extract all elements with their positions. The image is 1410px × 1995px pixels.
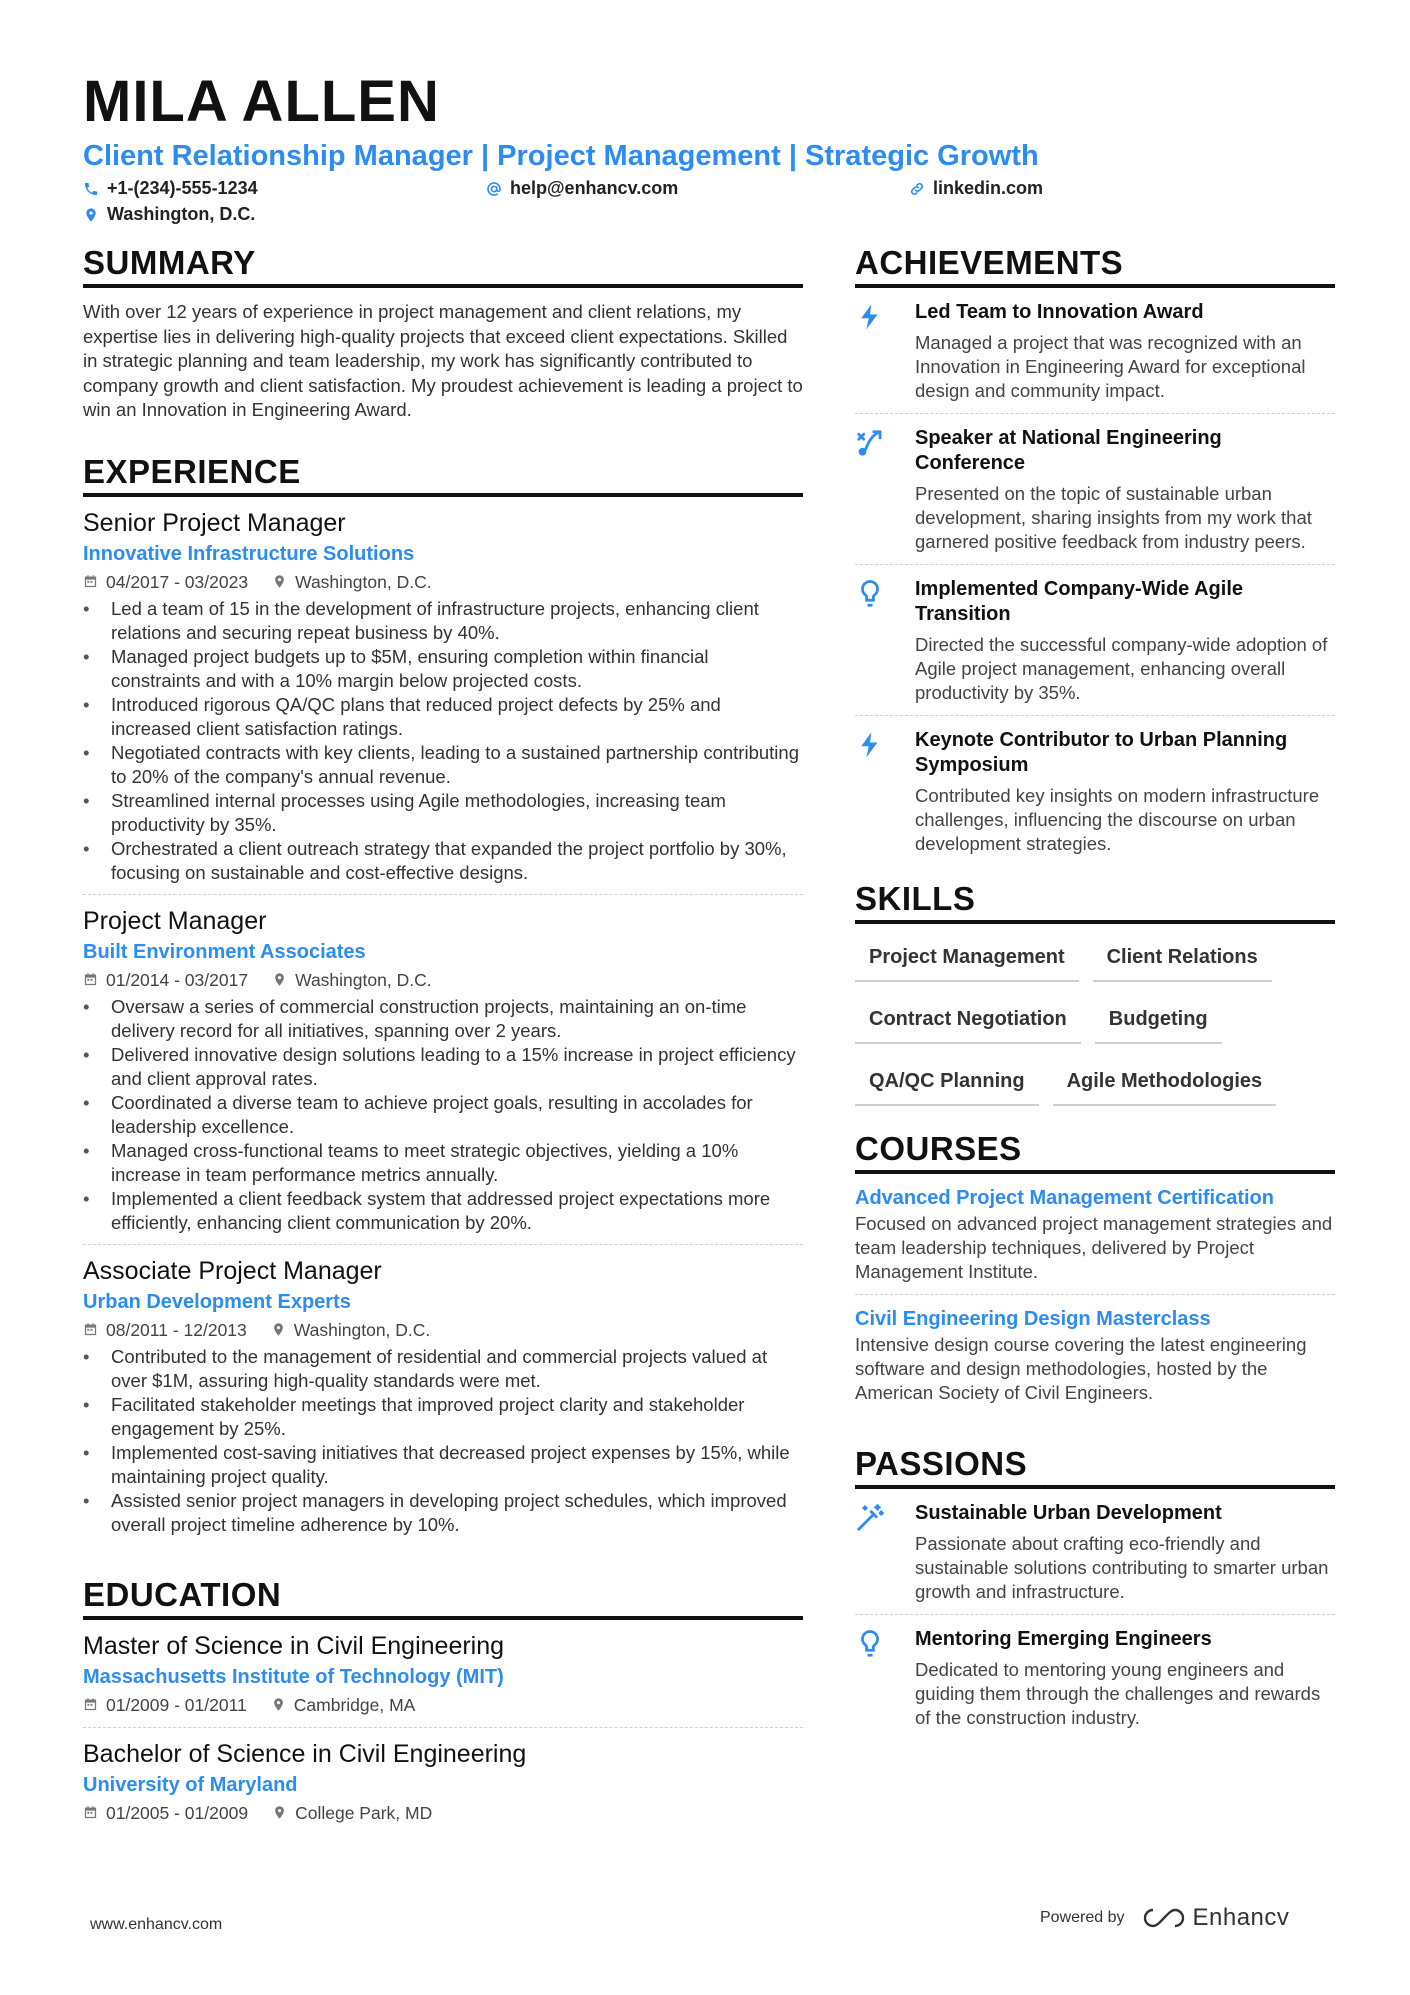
calendar-icon [83,1322,98,1337]
at-icon [486,181,502,197]
degree-title: Master of Science in Civil Engineering [83,1631,505,1660]
achievement-title: Speaker at National Engineering Conference [915,427,1222,474]
strategy-icon [855,428,885,458]
bullet-item: • Introduced rigorous QA/QC plans that reduced project defects by 25% and increased client satisfaction ratings. [83,693,803,741]
bullet-item: • Negotiated contracts with key clients, leading to a sustained partnership contributing to 20% of the company's annual revenue. [83,741,803,789]
location-pin-icon [83,207,99,223]
course-item [855,1295,1335,1415]
dates-text: 01/2005 - 01/2009 [106,1802,249,1823]
degree-title: Bachelor of Science in Civil Engineering [83,1739,527,1768]
location-text: Washington, D.C. [295,571,432,592]
achievement-desc: Managed a project that was recognized with an Innovation in Engineering Award for exceptional design and community impact. [915,332,1306,401]
job-dates [83,1317,247,1343]
passion-icon-wrap [855,1501,895,1604]
achievement-item [855,716,1335,866]
brand-name: Enhancv [1192,1904,1290,1931]
location-pin-icon [271,1322,286,1337]
lightbulb-icon [855,579,885,609]
candidate-name: MILA ALLEN [83,69,440,134]
achievement-desc: Contributed key insights on modern infrastructure challenges, influencing the discourse on urban development strategies. [915,785,1320,854]
passion-item [855,1615,1335,1740]
location-pin-icon [271,1697,286,1712]
passions-section [855,1445,1335,1740]
achievements-heading: ACHIEVEMENTS [855,244,1335,288]
company-name: Built Environment Associates [83,940,366,963]
bullet-item: • Contributed to the management of residential and commercial projects valued at over $1M, assuring high-quality standards were met. [83,1345,803,1393]
achievement-desc: Directed the successful company-wide adoption of Agile project management, enhancing overall productivity by 35%. [915,634,1328,703]
job-location [272,569,432,595]
skills-section [855,880,1335,1118]
passion-icon-wrap [855,1627,895,1730]
contact-location [83,204,255,225]
school-name: Massachusetts Institute of Technology (MIT) [83,1665,504,1688]
achievement-item [855,414,1335,565]
right-column [855,244,1335,1740]
course-desc: Focused on advanced project management strategies and team leadership techniques, delivered by Project Management Institute. [855,1213,1333,1282]
email-text: help@enhancv.com [510,178,679,198]
location-text: Washington, D.C. [295,969,432,990]
passions-heading: PASSIONS [855,1445,1335,1489]
bullet-item: • Assisted senior project managers in developing project schedules, which improved overall project timeline adherence by 10%. [83,1489,803,1537]
bullet-item: • Oversaw a series of commercial construction projects, maintaining an on-time delivery record for all initiatives, spanning over 2 years. [83,995,803,1043]
location-text: Cambridge, MA [293,1694,416,1715]
bullet-item: • Streamlined internal processes using Agile methodologies, increasing team productivity by 35%. [83,789,803,837]
job-title: Project Manager [83,906,267,935]
dates-text: 04/2017 - 03/2023 [106,571,249,592]
education-location [271,1692,416,1718]
lightning-icon [855,302,885,332]
bullet-item: • Delivered innovative design solutions leading to a 15% increase in project efficiency and client approval rates. [83,1043,803,1091]
phone-icon [83,181,99,197]
candidate-title: Client Relationship Manager | Project Management | Strategic Growth [83,140,1039,172]
passion-desc: Passionate about crafting eco-friendly and sustainable solutions contributing to smarter urban growth and infrastructure. [915,1533,1329,1602]
skills-list [855,932,1335,1118]
achievement-icon-wrap [855,577,895,705]
job-bullets [83,995,803,1235]
education-dates [83,1800,248,1826]
location-text: Washington, D.C. [293,1319,431,1340]
achievement-body [915,728,1335,856]
achievement-title: Implemented Company-Wide Agile Transition [915,578,1244,625]
powered-by-label: Powered by [1040,1909,1125,1926]
course-title: Civil Engineering Design Masterclass [855,1308,1211,1330]
courses-heading: COURSES [855,1130,1335,1174]
skills-heading: SKILLS [855,880,1335,924]
bullet-item: • Managed cross-functional teams to meet strategic objectives, yielding a 10% increase in team performance metrics annually. [83,1139,803,1187]
achievement-icon-wrap [855,728,895,856]
experience-section [83,453,803,1546]
education-entry [83,1620,803,1728]
course-title: Advanced Project Management Certification [855,1187,1274,1209]
education-heading: EDUCATION [83,1576,803,1620]
lightning-icon [855,730,885,760]
lightbulb-icon [855,1629,885,1659]
passion-item [855,1489,1335,1615]
achievements-section [855,244,1335,866]
dates-text: 08/2011 - 12/2013 [106,1319,247,1340]
passion-body [915,1501,1335,1604]
bullet-item: • Implemented cost-saving initiatives that decreased project expenses by 15%, while maintaining project quality. [83,1441,803,1489]
job-location [272,967,432,993]
bullet-item: • Facilitated stakeholder meetings that improved project clarity and stakeholder engagement by 25%. [83,1393,803,1441]
job-title: Associate Project Manager [83,1256,382,1285]
footer-branding [1040,1904,1289,1932]
skill-tag: Project Management [855,932,1079,982]
achievement-item [855,288,1335,414]
job-dates [83,967,248,993]
courses-section [855,1130,1335,1415]
location-pin-icon [272,574,287,589]
skill-tag: Budgeting [1095,994,1222,1044]
achievement-item [855,565,1335,716]
summary-text: With over 12 years of experience in project management and client relations, my expertise lies in delivering high-quality projects that exceed client expectations. Skilled in strategic planning and team leadership, my work has significantly contributed to company growth and client satisfaction. My proudest achievement is leading a project to win an Innovation in Engineering Award. [83,301,803,420]
job-meta [83,569,803,595]
job-bullets [83,597,803,885]
achievement-body [915,426,1335,554]
calendar-icon [83,1805,98,1820]
achievement-desc: Presented on the topic of sustainable urban development, sharing insights from my work that garnered positive feedback from industry peers. [915,483,1312,552]
job-location [271,1317,431,1343]
bullet-item: • Coordinated a diverse team to achieve project goals, resulting in accolades for leadership excellence. [83,1091,803,1139]
dates-text: 01/2009 - 01/2011 [106,1694,247,1715]
brand-logo[interactable] [1141,1904,1290,1932]
education-entry [83,1728,803,1835]
calendar-icon [83,1697,98,1712]
location-text: College Park, MD [295,1802,433,1823]
experience-entry [83,895,803,1245]
calendar-icon [83,574,98,589]
job-bullets [83,1345,803,1537]
passion-body [915,1627,1335,1730]
location-pin-icon [272,972,287,987]
school-name: University of Maryland [83,1773,298,1796]
bullet-item: • Implemented a client feedback system that addressed project expectations more efficiently, enhancing client communication by 20%. [83,1187,803,1235]
achievement-title: Keynote Contributor to Urban Planning Symposium [915,729,1288,776]
company-name: Urban Development Experts [83,1290,351,1313]
location-text: Washington, D.C. [107,204,256,224]
skill-tag: QA/QC Planning [855,1056,1039,1106]
achievement-title: Led Team to Innovation Award [915,301,1204,323]
enhancv-logo-icon [1141,1906,1187,1930]
education-location [272,1800,432,1826]
experience-entry [83,497,803,895]
contact-info [83,178,1333,230]
bullet-item: • Led a team of 15 in the development of infrastructure projects, enhancing client relations and securing repeat business by 40%. [83,597,803,645]
job-meta [83,1317,803,1343]
job-dates [83,569,248,595]
education-section [83,1576,803,1835]
achievement-icon-wrap [855,426,895,554]
linkedin-text: linkedin.com [933,178,1044,198]
contact-linkedin[interactable] [909,178,1043,199]
bullet-item: • Orchestrated a client outreach strategy that expanded the project portfolio by 30%, focusing on sustainable and cost-effective designs. [83,837,803,885]
bullet-item: • Managed project budgets up to $5M, ensuring completion within financial constraints and with a 10% margin below projected costs. [83,645,803,693]
passion-title: Mentoring Emerging Engineers [915,1628,1212,1650]
contact-phone[interactable] [83,178,258,199]
skill-tag: Agile Methodologies [1053,1056,1277,1106]
course-item [855,1174,1335,1295]
link-icon [909,181,925,197]
calendar-icon [83,972,98,987]
experience-heading: EXPERIENCE [83,453,803,497]
left-column [83,244,803,1835]
achievement-icon-wrap [855,300,895,403]
passion-title: Sustainable Urban Development [915,1502,1222,1524]
resume-header [83,68,1333,230]
skill-tag: Client Relations [1093,932,1272,982]
achievement-body [915,577,1335,705]
achievement-body [915,300,1335,403]
company-name: Innovative Infrastructure Solutions [83,542,415,565]
education-dates [83,1692,247,1718]
summary-heading: SUMMARY [83,244,803,288]
experience-entry [83,1245,803,1546]
location-pin-icon [272,1805,287,1820]
education-meta [83,1800,803,1826]
education-meta [83,1692,803,1718]
course-desc: Intensive design course covering the latest engineering software and design methodologies, hosted by the American Society of Civil Engineers. [855,1334,1307,1403]
contact-email[interactable] [486,178,678,199]
job-title: Senior Project Manager [83,508,346,537]
dates-text: 01/2014 - 03/2017 [106,969,249,990]
phone-text: +1-(234)-555-1234 [107,178,258,198]
footer-website[interactable]: www.enhancv.com [90,1916,223,1933]
magic-wand-icon [855,1503,885,1533]
job-meta [83,967,803,993]
passion-desc: Dedicated to mentoring young engineers and guiding them through the challenges and rewards of the construction industry. [915,1659,1321,1728]
skill-tag: Contract Negotiation [855,994,1081,1044]
summary-section [83,244,803,423]
